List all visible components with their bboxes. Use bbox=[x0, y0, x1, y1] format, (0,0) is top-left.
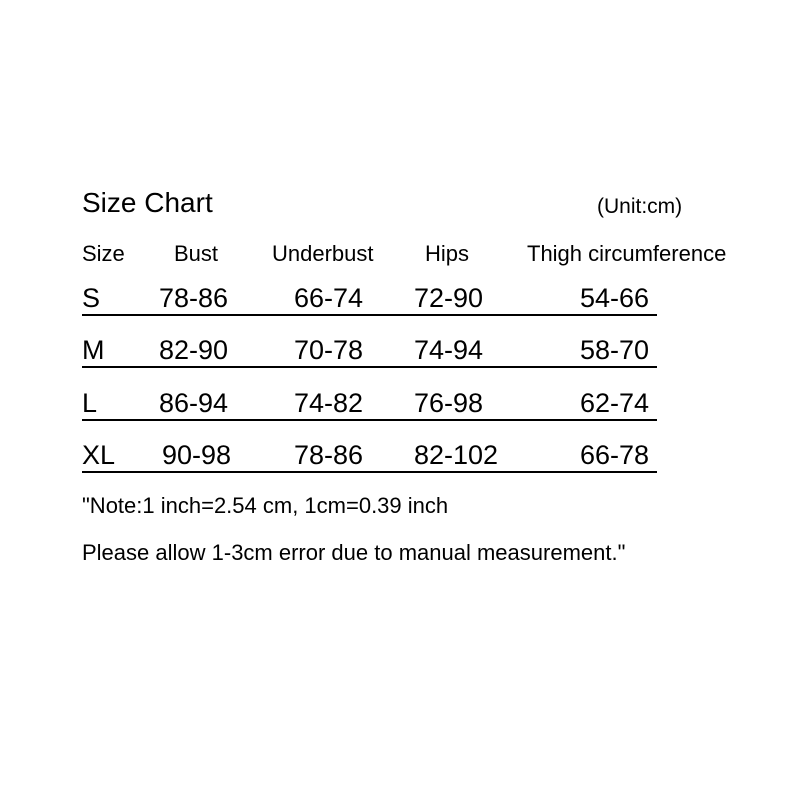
cell-underbust: 74-82 bbox=[294, 388, 364, 418]
size-chart-title: Size Chart bbox=[82, 187, 213, 218]
row-divider bbox=[82, 314, 657, 316]
cell-size: XL bbox=[82, 440, 116, 470]
cell-size: M bbox=[82, 335, 105, 365]
note-conversion: "Note:1 inch=2.54 cm, 1cm=0.39 inch bbox=[82, 493, 449, 518]
cell-size: S bbox=[82, 283, 101, 313]
cell-underbust: 66-74 bbox=[294, 283, 364, 313]
cell-thigh: 54-66 bbox=[580, 283, 650, 313]
header-thigh-circumference: Thigh circumference bbox=[527, 241, 727, 266]
header-size: Size bbox=[82, 241, 125, 266]
note-error: Please allow 1-3cm error due to manual measurement." bbox=[82, 540, 626, 565]
cell-thigh: 58-70 bbox=[580, 335, 650, 365]
header-underbust: Underbust bbox=[272, 241, 374, 266]
cell-hips: 82-102 bbox=[414, 440, 499, 470]
cell-thigh: 66-78 bbox=[580, 440, 650, 470]
row-divider bbox=[82, 471, 657, 473]
cell-bust: 86-94 bbox=[159, 388, 229, 418]
cell-size: L bbox=[82, 388, 98, 418]
header-hips: Hips bbox=[425, 241, 470, 266]
cell-underbust: 78-86 bbox=[294, 440, 364, 470]
cell-bust: 82-90 bbox=[159, 335, 229, 365]
cell-hips: 74-94 bbox=[414, 335, 484, 365]
unit-label: (Unit:cm) bbox=[597, 195, 683, 218]
row-divider bbox=[82, 366, 657, 368]
cell-hips: 72-90 bbox=[414, 283, 484, 313]
cell-bust: 78-86 bbox=[159, 283, 229, 313]
cell-bust: 90-98 bbox=[162, 440, 232, 470]
cell-underbust: 70-78 bbox=[294, 335, 364, 365]
header-bust: Bust bbox=[174, 241, 219, 266]
cell-thigh: 62-74 bbox=[580, 388, 650, 418]
cell-hips: 76-98 bbox=[414, 388, 484, 418]
row-divider bbox=[82, 419, 657, 421]
